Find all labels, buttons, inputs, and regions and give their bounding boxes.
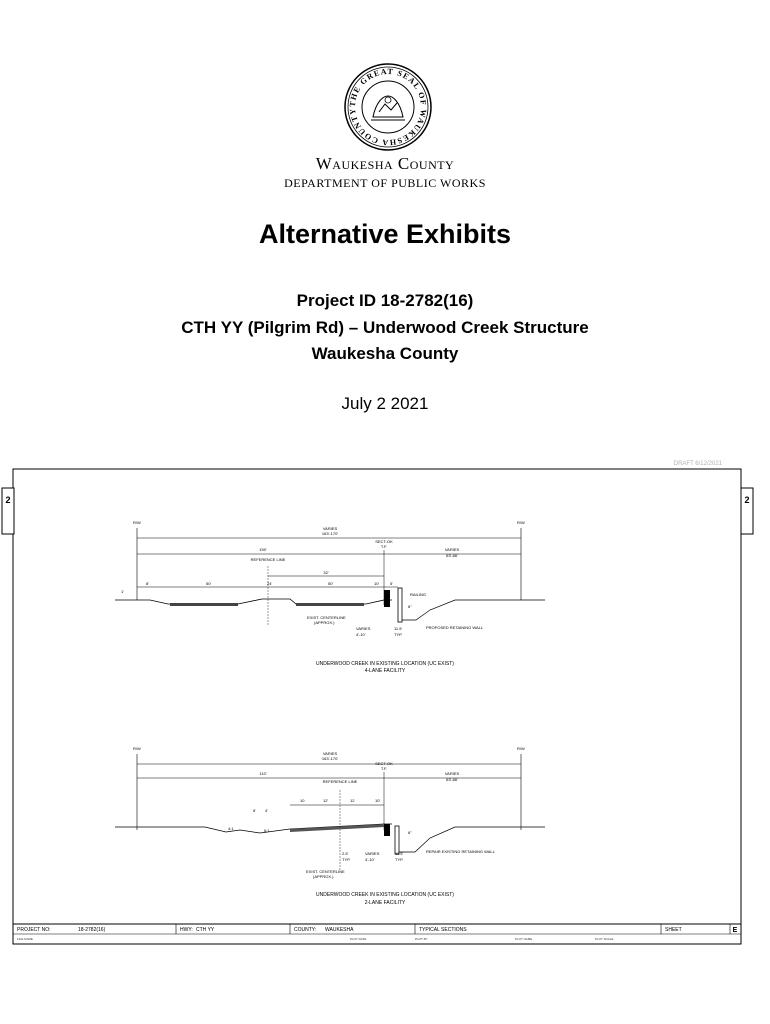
caption-1b: 4-LANE FACILITY xyxy=(364,668,406,674)
county: WAUKESHA xyxy=(325,927,354,933)
rw-right-2: R/W xyxy=(517,746,525,751)
dim-4: 4' xyxy=(265,808,268,813)
sheet-label: SHEET xyxy=(665,927,682,933)
varies-right-range-2: 63'-66' xyxy=(446,777,458,782)
project-no-label: PROJECT NO: xyxy=(17,927,51,933)
section-4-lane xyxy=(115,520,545,674)
varies-b-range: 4'-10' xyxy=(356,632,366,637)
page-title: Alternative Exhibits xyxy=(258,219,512,249)
footer-plot-date: PLOT DATE xyxy=(350,937,367,941)
slope-1: 4:1 xyxy=(228,826,234,831)
railing: RAILING xyxy=(410,592,427,597)
dim-6in: 6" xyxy=(408,604,412,609)
typ-2b: TYP. xyxy=(395,857,404,862)
sheet-letter: E xyxy=(732,927,738,934)
dim-150: 150' xyxy=(259,547,267,552)
dim-12b: 12 xyxy=(350,798,355,803)
tf-label: T.F. xyxy=(380,544,388,549)
exist-centerline: EXIST. CENTERLINE xyxy=(307,615,346,620)
varies-b-range-2: 4'-10' xyxy=(365,857,375,862)
reference-line: REFERENCE LINE xyxy=(250,557,286,562)
varies-right-range: 63'-66' xyxy=(446,553,458,558)
footer-plot-name: PLOT NAME xyxy=(515,937,533,941)
org-department: DEPARTMENT OF PUBLIC WORKS xyxy=(284,176,486,190)
hwy: CTH YY xyxy=(196,927,215,933)
rw-left: R/W xyxy=(133,520,141,525)
dim-50: 50' xyxy=(206,581,212,586)
varies-right-2: VARIES xyxy=(444,771,460,776)
county-label: COUNTY: xyxy=(294,927,317,933)
sect-ok-2: SECT-OK xyxy=(375,761,393,766)
county-seal xyxy=(343,62,433,152)
hwy-label: HWY: xyxy=(180,927,193,933)
approx: (APPROX.) xyxy=(314,620,335,625)
caption-2b: 2-LANE FACILITY xyxy=(364,900,406,906)
project-county: Waukesha County xyxy=(311,344,459,363)
slope-2: 6:1 xyxy=(264,828,270,833)
dim-6a: 6' xyxy=(253,808,256,813)
varies-range: 163'-170' xyxy=(321,531,339,536)
project-date: July 2 2021 xyxy=(341,394,429,413)
footer-file-name: FILE NAME xyxy=(17,937,33,941)
dim-12a: 12' xyxy=(323,798,329,803)
typical-sections-sheet xyxy=(0,460,770,960)
varies-label-2: VARIES xyxy=(322,751,338,756)
dim-10: 10' xyxy=(374,581,380,586)
approx-2: (APPROX.) xyxy=(313,874,334,879)
tf-label-2: T.F. xyxy=(380,766,388,771)
dim-6in-2: 6" xyxy=(408,830,412,835)
reference-line-2: REFERENCE LINE xyxy=(322,779,358,784)
org-name: Waukesha County xyxy=(315,154,455,173)
title-block xyxy=(13,924,741,941)
caption-2a: UNDERWOOD CREEK IN EXISTING LOCATION (UC EXIST) xyxy=(316,892,454,898)
dim-10b: 10' xyxy=(375,798,381,803)
typ: TYP. xyxy=(394,632,403,637)
caption-1a: UNDERWOOD CREEK IN EXISTING LOCATION (UC EXIST) xyxy=(316,661,454,667)
dim-1: 1' xyxy=(121,589,124,594)
rw-left-2: R/W xyxy=(133,746,141,751)
dim-11-2: 11.5' xyxy=(395,851,404,856)
varies-b-2: VARIES xyxy=(365,851,380,856)
dim-11: 11.5' xyxy=(394,626,403,631)
sect-ok: SECT-OK xyxy=(375,539,393,544)
varies-b: VARIES xyxy=(356,626,371,631)
sheet-title: TYPICAL SECTIONS xyxy=(419,927,467,933)
seal-text: THE GREAT SEAL OF WAUKESHA COUNTY xyxy=(347,66,429,148)
project-name: CTH YY (Pilgrim Rd) – Underwood Creek Structure xyxy=(181,318,589,337)
section-2-lane xyxy=(115,746,545,906)
dim-25: 2.5' xyxy=(342,851,349,856)
dim-24: 24' xyxy=(267,581,273,586)
repair-wall: REPAIR EXISTING RETAINING WALL xyxy=(426,849,495,854)
dim-8: 8' xyxy=(146,581,149,586)
footer-plot-by: PLOT BY xyxy=(415,937,428,941)
draft-stamp: DRAFT 6/12/2021 xyxy=(673,461,722,467)
dim-50b: 50' xyxy=(328,581,334,586)
footer-plot-scale: PLOT SCALE xyxy=(595,937,614,941)
project-id: Project ID 18-2782(16) xyxy=(296,291,474,310)
varies-right: VARIES xyxy=(444,547,460,552)
exist-centerline-2: EXIST. CENTERLINE xyxy=(306,869,345,874)
varies-range-2: 163'-170' xyxy=(321,756,339,761)
dim-5: 5' xyxy=(390,581,393,586)
project-no: 18-2782(16) xyxy=(78,927,106,933)
proposed-wall: PROPOSED RETAINING WALL xyxy=(426,625,484,630)
dim-10-2: 10 xyxy=(300,798,305,803)
typ-2a: TYP. xyxy=(342,857,351,862)
rw-right: R/W xyxy=(517,520,525,525)
left-marker-label: 2 xyxy=(5,495,11,505)
dim-32: 32' xyxy=(323,570,329,575)
dim-110: 110' xyxy=(259,771,267,776)
right-marker-label: 2 xyxy=(744,495,750,505)
varies-label: VARIES xyxy=(322,526,338,531)
